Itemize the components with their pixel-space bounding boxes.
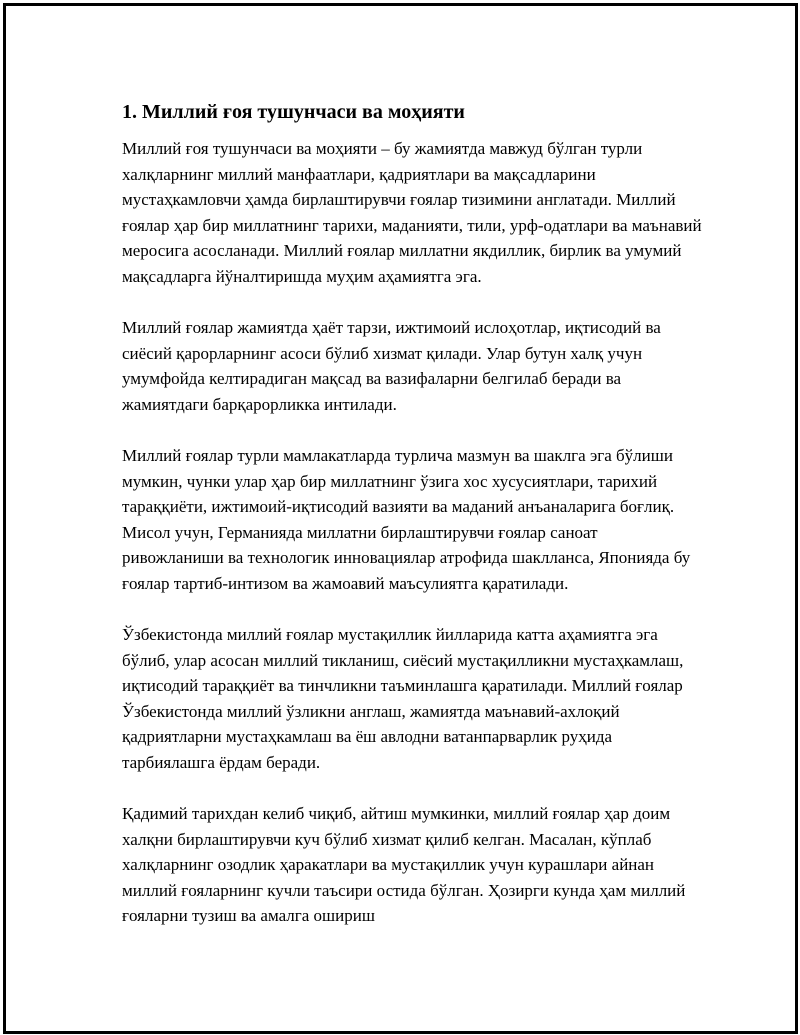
section-heading: 1. Миллий ғоя тушунчаси ва моҳияти: [122, 101, 465, 123]
page-content: [122, 98, 702, 955]
paragraph-4: Ўзбекистонда миллий ғоялар мустақиллик йилларида катта аҳамиятга эга бўлиб, улар асосан миллий тикланиш, сиёсий мустақилликни мустаҳкамлаш, иқтисодий тараққиёт ва тинчликни таъминлашга қаратилади. Миллий ғоялар Ўзбекистонда миллий ўзликни англаш, жамиятда маънавий-ахлоқий қадриятларни мустаҳкамлаш ва ёш авлодни ватанпарварлик руҳида тарбиялашга ёрдам беради.: [122, 625, 684, 772]
paragraph-2: Миллий ғоялар жамиятда ҳаёт тарзи, ижтимоий ислоҳотлар, иқтисодий ва сиёсий қарорларнинг асоси бўлиб хизмат қилади. Улар бутун халқ учун умумфойда келтирадиган мақсад ва вазифаларни белгилаб беради ва жамиятдаги барқарорликка интилади.: [122, 318, 661, 414]
page-frame: [3, 3, 798, 1034]
paragraph-3: Миллий ғоялар турли мамлакатларда турлича мазмун ва шаклга эга бўлиши мумкин, чунки улар ҳар бир миллатнинг ўзига хос хусусиятлари, тарихий тараққиёти, ижтимоий-иқтисодий вазияти ва маданий анъаналарига боғлиқ. Мисол учун, Германияда миллатни бирлаштирувчи ғоялар саноат ривожланиши ва технологик инновациялар атрофида шаклланса, Японияда бу ғоялар тартиб-интизом ва жамоавий маъсулиятга қаратилади.: [122, 446, 691, 593]
paragraph-5: Қадимий тарихдан келиб чиқиб, айтиш мумкинки, миллий ғоялар ҳар доим халқни бирлаштирувчи куч бўлиб хизмат қилиб келган. Масалан, кўплаб халқларнинг озодлик ҳаракатлари ва мустақиллик учун курашлари айнан миллий ғояларнинг кучли таъсири остида бўлган. Ҳозирги кунда ҳам миллий ғояларни тузиш ва амалга ошириш: [122, 804, 686, 925]
paragraph-1: Миллий ғоя тушунчаси ва моҳияти – бу жамиятда мавжуд бўлган турли халқларнинг миллий манфаатлари, қадриятлари ва мақсадларини мустаҳкамловчи ҳамда бирлаштирувчи ғоялар тизимини англатади. Миллий ғоялар ҳар бир миллатнинг тарихи, маданияти, тили, урф-одатлари ва маънавий меросига асосланади. Миллий ғоялар миллатни якдиллик, бирлик ва умумий мақсадларга йўналтиришда муҳим аҳамиятга эга.: [122, 139, 702, 286]
